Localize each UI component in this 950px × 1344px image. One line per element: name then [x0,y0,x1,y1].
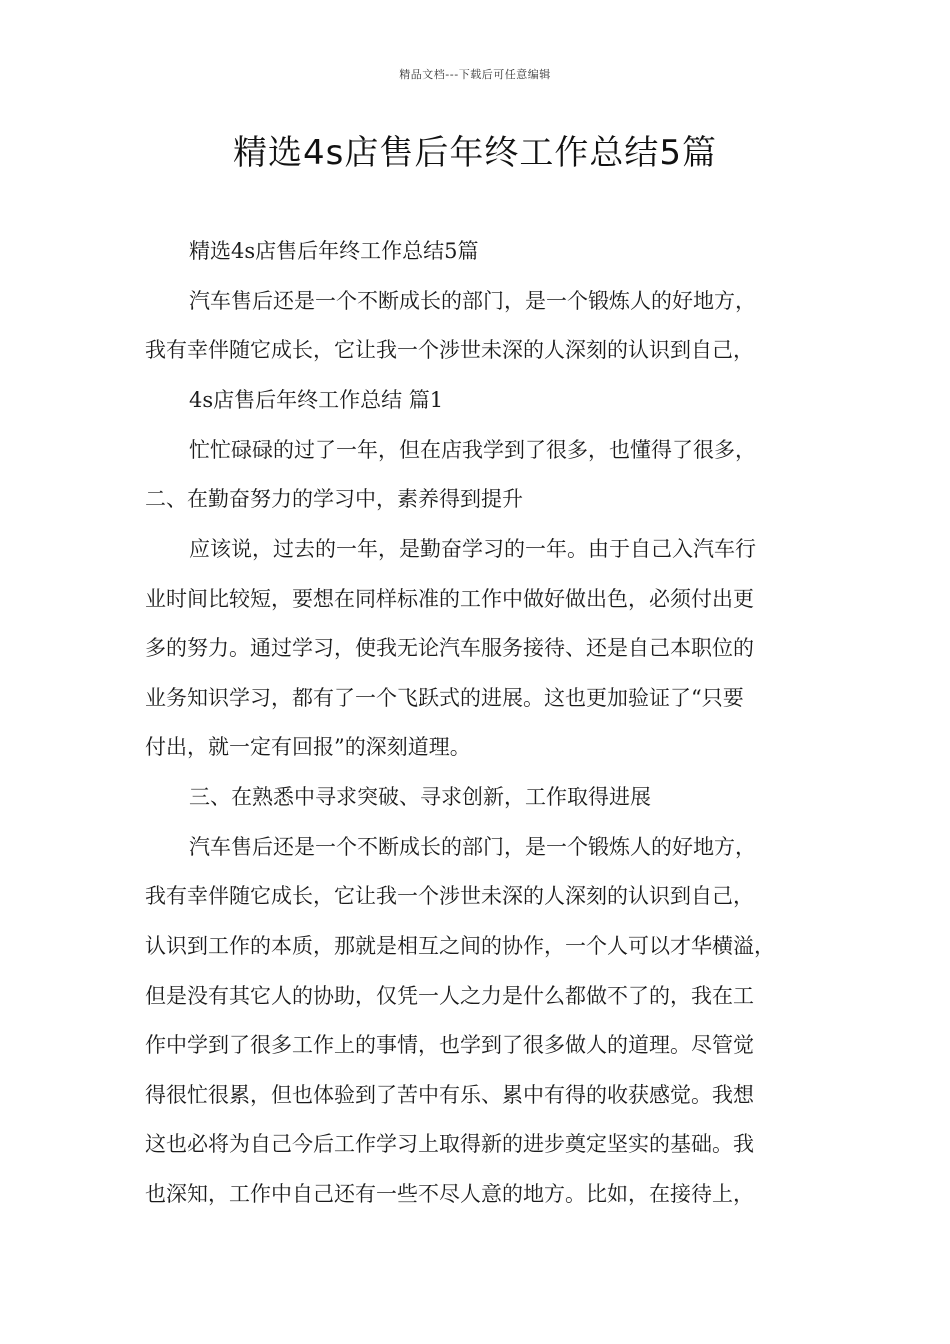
paragraph-line: 业时间比较短，要想在同样标准的工作中做好做出色，必须付出更 [145,587,754,611]
paragraph-line: 多的努力。通过学习，使我无论汽车服务接待、还是自己本职位的 [145,636,754,660]
paragraph-line: 作中学到了很多工作上的事情，也学到了很多做人的道理。尽管觉 [145,1033,754,1057]
paragraph-line: 业务知识学习，都有了一个飞跃式的进展。这也更加验证了“只要 [145,686,744,710]
paragraph-line: 认识到工作的本质，那就是相互之间的协作，一个人可以才华横溢， [145,934,775,958]
paragraph-line: 但是没有其它人的协助，仅凭一人之力是什么都做不了的，我在工 [145,984,754,1008]
paragraph-line: 这也必将为自己今后工作学习上取得新的进步奠定坚实的基础。我 [145,1132,754,1156]
paragraph-line: 忙忙碌碌的过了一年，但在店我学到了很多，也懂得了很多， [189,438,756,462]
document-title: 精选4s店售后年终工作总结5篇 [233,133,717,173]
paragraph-line: 我有幸伴随它成长，它让我一个涉世未深的人深刻的认识到自己， [145,884,754,908]
paragraph-line: 付出，就一定有回报”的深刻道理。 [145,735,471,759]
header-note: 精品文档---下载后可任意编辑 [399,68,551,81]
section-heading: 三、在熟悉中寻求突破、寻求创新，工作取得进展 [189,785,651,809]
paragraph-line: 汽车售后还是一个不断成长的部门，是一个锻炼人的好地方， [189,289,756,313]
paragraph-line: 也深知，工作中自己还有一些不尽人意的地方。比如，在接待上， [145,1182,754,1206]
paragraph-line: 应该说，过去的一年，是勤奋学习的一年。由于自己入汽车行 [189,537,756,561]
paragraph-line: 我有幸伴随它成长，它让我一个涉世未深的人深刻的认识到自己， [145,338,754,362]
paragraph-line: 得很忙很累，但也体验到了苦中有乐、累中有得的收获感觉。我想 [145,1083,754,1107]
section-heading: 二、在勤奋努力的学习中，素养得到提升 [145,487,523,511]
paragraph-line: 汽车售后还是一个不断成长的部门，是一个锻炼人的好地方， [189,835,756,859]
section-heading: 4s店售后年终工作总结 篇1 [189,388,444,412]
paragraph-line: 精选4s店售后年终工作总结5篇 [189,239,479,263]
